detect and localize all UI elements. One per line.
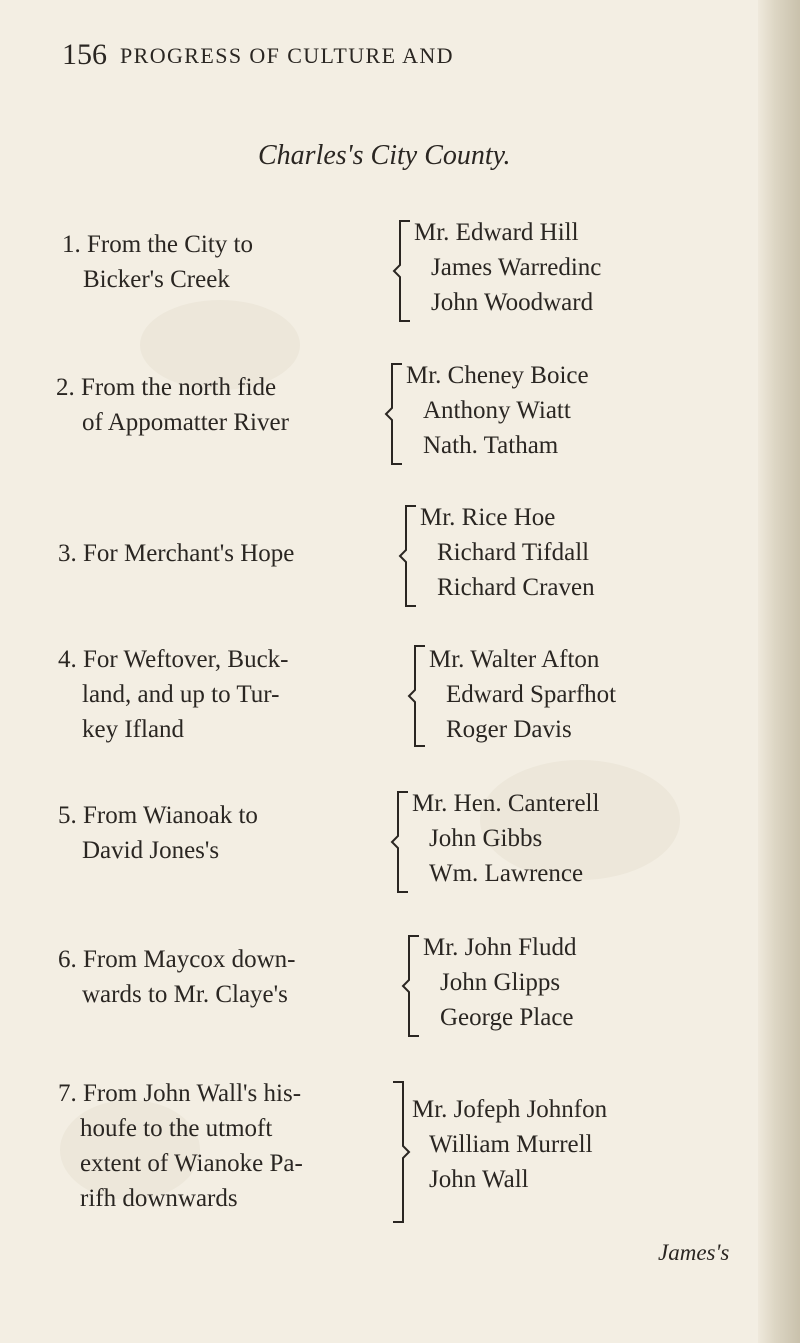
entry-2 bbox=[56, 358, 762, 468]
brace-icon bbox=[400, 934, 424, 1038]
name-line: Mr. Walter Afton bbox=[429, 646, 600, 673]
place-line: land, and up to Tur- bbox=[82, 681, 280, 708]
running-head: PROGRESS OF CULTURE AND bbox=[120, 43, 454, 68]
place-line: 2. From the north fide bbox=[56, 374, 277, 401]
place-line: 3. For Merchant's Hope bbox=[58, 540, 295, 567]
name-line: Mr. Rice Hoe bbox=[420, 504, 556, 531]
names-list bbox=[412, 786, 599, 891]
name-line: William Murrell bbox=[429, 1131, 593, 1158]
section-title: Charles's City County. bbox=[258, 140, 511, 171]
entry-4 bbox=[58, 642, 762, 752]
name-line: Richard Craven bbox=[437, 574, 595, 601]
entry-place bbox=[58, 942, 296, 1012]
names-list bbox=[412, 1092, 607, 1197]
names-list bbox=[420, 500, 595, 605]
brace-icon bbox=[391, 219, 415, 323]
entry-place bbox=[58, 642, 289, 747]
place-line: of Appomatter River bbox=[82, 409, 289, 436]
place-line: 7. From John Wall's his- bbox=[58, 1080, 302, 1107]
name-line: George Place bbox=[440, 1004, 574, 1031]
place-line: David Jones's bbox=[82, 837, 220, 864]
page-header bbox=[62, 38, 702, 78]
names-list bbox=[414, 215, 601, 320]
name-line: Edward Sparfhot bbox=[446, 681, 617, 708]
place-line: 6. From Maycox down- bbox=[58, 946, 296, 973]
name-line: Mr. Jofeph Johnfon bbox=[412, 1096, 608, 1123]
place-line: 1. From the City to bbox=[62, 231, 253, 258]
place-line: 4. For Weftover, Buck- bbox=[58, 646, 289, 673]
place-line: key Ifland bbox=[82, 716, 185, 743]
entry-place bbox=[58, 536, 295, 571]
name-line: John Woodward bbox=[431, 289, 594, 316]
name-line: Anthony Wiatt bbox=[423, 397, 571, 424]
name-line: Richard Tifdall bbox=[437, 539, 590, 566]
name-line: John Wall bbox=[429, 1166, 529, 1193]
place-line: wards to Mr. Claye's bbox=[82, 981, 288, 1008]
name-line: Mr. Hen. Canterell bbox=[412, 790, 600, 817]
entry-place bbox=[58, 1076, 303, 1216]
place-line: houfe to the utmoft bbox=[80, 1115, 273, 1142]
place-line: rifh downwards bbox=[80, 1185, 238, 1212]
name-line: James Warredinc bbox=[431, 254, 602, 281]
place-line: extent of Wianoke Pa- bbox=[80, 1150, 303, 1177]
name-line: Nath. Tatham bbox=[423, 432, 559, 459]
name-line: Mr. Cheney Boice bbox=[406, 362, 589, 389]
entry-6 bbox=[58, 930, 762, 1040]
place-line: 5. From Wianoak to bbox=[58, 802, 258, 829]
brace-icon bbox=[390, 1080, 412, 1224]
name-line: Mr. Edward Hill bbox=[414, 219, 579, 246]
entry-place bbox=[56, 370, 289, 440]
place-line: Bicker's Creek bbox=[83, 266, 230, 293]
brace-icon bbox=[383, 362, 407, 466]
name-line: Roger Davis bbox=[446, 716, 572, 743]
page-edge bbox=[758, 0, 800, 1343]
name-line: Mr. John Fludd bbox=[423, 934, 577, 961]
names-list bbox=[423, 930, 577, 1035]
name-line: John Gibbs bbox=[429, 825, 543, 852]
entry-place bbox=[62, 227, 253, 297]
page-number: 156 bbox=[62, 38, 107, 71]
catchword: James's bbox=[658, 1240, 730, 1265]
names-list bbox=[406, 358, 589, 463]
name-line: John Glipps bbox=[440, 969, 561, 996]
brace-icon bbox=[397, 504, 421, 608]
brace-icon bbox=[406, 644, 430, 748]
name-line: Wm. Lawrence bbox=[429, 860, 584, 887]
brace-icon bbox=[389, 790, 413, 894]
entry-place bbox=[58, 798, 258, 868]
entry-3 bbox=[58, 500, 762, 610]
names-list bbox=[429, 642, 616, 747]
entry-1 bbox=[62, 215, 762, 325]
entry-5 bbox=[58, 786, 762, 896]
entry-7 bbox=[58, 1076, 762, 1226]
